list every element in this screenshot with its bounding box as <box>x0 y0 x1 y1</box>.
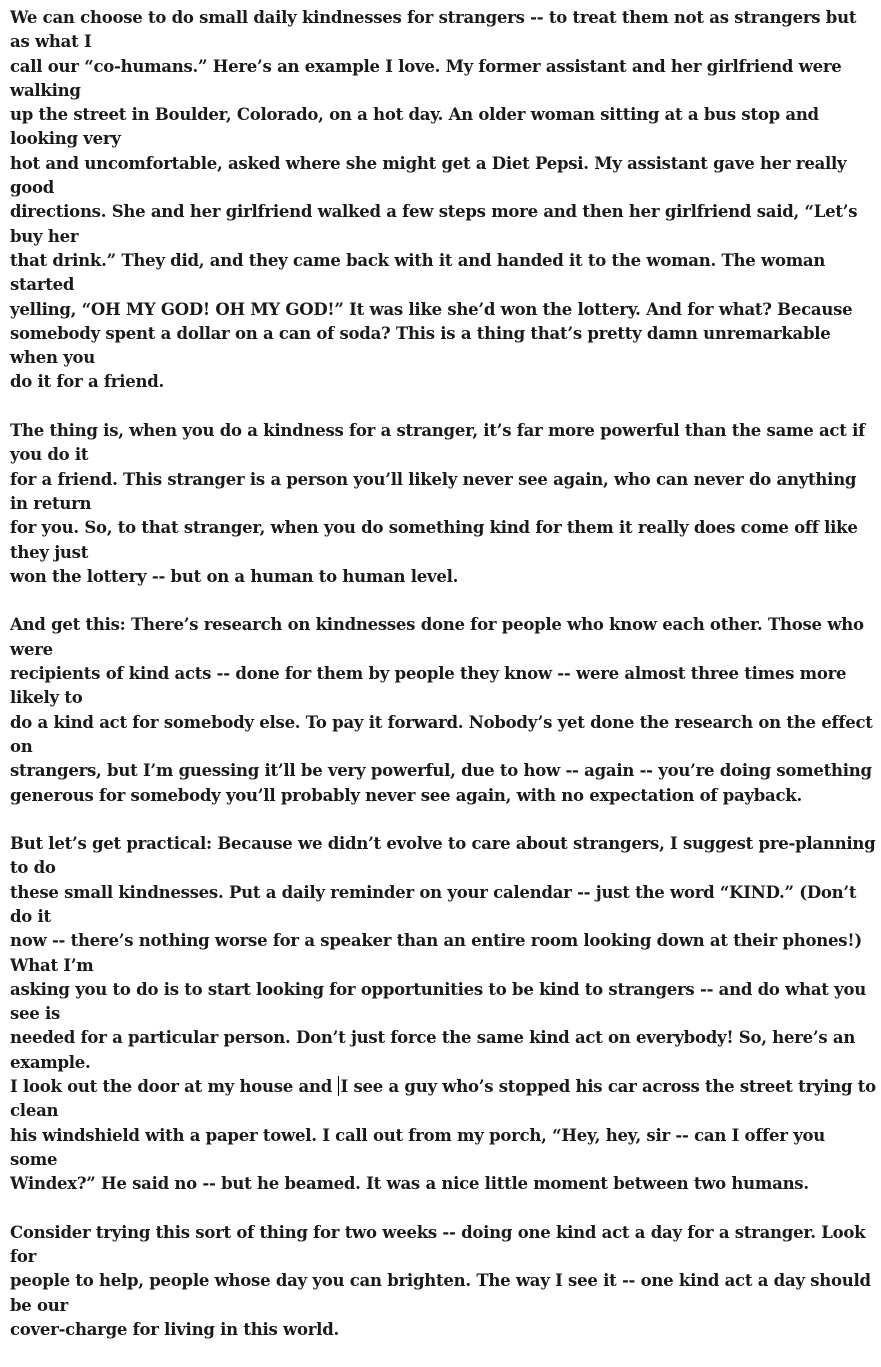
text-cursor <box>338 1076 339 1096</box>
paragraph-practical-part2: I see a guy who’s stopped his car across the street trying to clean his windshield with a paper towel. I call out from my porch, “Hey, hey, sir -- can I offer you some Windex?” He said no -- but he beamed. It was a nice little moment between two humans. <box>10 1077 876 1194</box>
paragraph-research: And get this: There’s research on kindnesses done for people who know each other. Those who were recipients of kind acts -- done for them by people they know -- were almost three times more likely to do a kind act for somebody else. To pay it forward. Nobody’s yet done the research on the effect on strangers, but I’m guessing it’ll be very powerful, due to how -- again -- you’re doing something generous for somebody you’ll probably never see again, with no expectation of payback. <box>10 615 873 805</box>
paragraph-practical-part1: But let’s get practical: Because we didn’t evolve to care about strangers, I suggest pre-planning to do these small kindnesses. Put a daily reminder on your calendar -- just the word “KIND.” (Don’t do it now -- there’s nothing worse for a speaker than an entire room looking down at their phones!) What I’m asking you to do is to start looking for opportunities to be kind to strangers -- and do what you see is needed for a particular person. Don’t just force the same kind act on everybody! So, here’s an example. I look out the door at my house and <box>10 834 876 1097</box>
paragraph-practical <box>10 832 876 1196</box>
document-body <box>10 6 876 1367</box>
paragraph-conclusion: Consider trying this sort of thing for two weeks -- doing one kind act a day for a stranger. Look for people to help, people whose day you can brighten. The way I see it -- one kind act a day should be our cover-charge for living in this world. <box>10 1222 871 1340</box>
paragraph-stranger-kindness: The thing is, when you do a kindness for a stranger, it’s far more powerful than the same act if you do it for a friend. This stranger is a person you’ll likely never see again, who can never do anything in return for you. So, to that stranger, when you do something kind for them it really does come off like they just won the lottery -- but on a human to human level. <box>10 421 865 586</box>
paragraph-co-humans: We can choose to do small daily kindnesses for strangers -- to treat them not as strangers but as what I call our “co-humans.” Here’s an example I love. My former assistant and her girlfriend were walking up the street in Boulder, Colorado, on a hot day. An older woman sitting at a bus stop and looking very hot and uncomfortable, asked where she might get a Diet Pepsi. My assistant gave her really good directions. She and her girlfriend walked a few steps more and then her girlfriend said, “Let’s buy her that drink.” They did, and they came back with it and handed it to the woman. The woman started yelling, “OH MY GOD! OH MY GOD!” It was like she’d won the lottery. And for what? Because somebody spent a dollar on a can of soda? This is a thing that’s pretty damn unremarkable when you do it for a friend. <box>10 8 858 392</box>
